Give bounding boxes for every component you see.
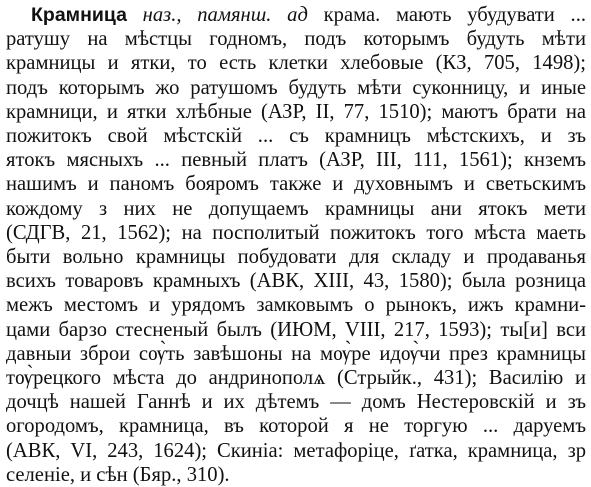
entry-text-start: крама. мають убудувати ...	[323, 4, 587, 26]
entry-line-1	[6, 3, 586, 27]
entry-line-16: тѹ̀рецкого мѣста до андринополѧ (Стрыйк., 431); Василію и	[6, 367, 586, 390]
entry-line-14: цами барзо стесненый былъ (ИЮМ, VIII, 217, 1593); ты[и] вси	[6, 318, 586, 341]
entry-line-3: крамницы и ятки, то есть клетки хлебовые (КЗ, 705, 1498);	[6, 52, 586, 75]
entry-line-12: всихъ товаровъ крамныхъ (АВК, XIII, 43, 1580); была розница	[6, 270, 586, 293]
dictionary-entry	[6, 3, 586, 487]
entry-line-13: межъ местомъ и урядомъ замковымъ о рынокъ, ижъ крамни-	[6, 294, 586, 317]
entry-line-17: дочцѣ нашей Ганнѣ и их дѣтемъ — домъ Нестеровскій и зъ	[6, 391, 586, 414]
entry-line-4: подъ которымъ жо ратушомъ будуть мѣти суконницу, и иные	[6, 76, 586, 99]
entry-line-10: (СДГВ, 21, 1562); на посполитый пожитокъ того мѣста маеть	[6, 221, 586, 244]
entry-line-20: селеніе, и сѣн (Бяр., 310).	[6, 463, 230, 486]
entry-line-6: пожитокъ свой мѣстскій ... съ крамницъ мѣстскихъ, и зъ	[6, 125, 586, 148]
entry-line-18: огородомъ, крамница, въ которой я не торгую ... даруемъ	[6, 415, 586, 438]
entry-line-15: давныи зброи сѹ̀ть завѣшоны на мѹ̀ре идѹ̀чи през крамницы	[6, 342, 586, 365]
entry-line-2: ратушу на мѣстцы годномъ, подъ которымъ будуть мѣти	[6, 28, 586, 51]
entry-line-11: быти вольно крамницы побудовати для складу и продаванья	[6, 246, 586, 269]
entry-line-8: нашимъ и паномъ бояромъ также и духовнымъ и светьскимъ	[6, 173, 586, 196]
entry-line-19: (АВК, VI, 243, 1624); Скиніа: метафоріце, ґатка, крамница, зр	[6, 439, 586, 462]
entry-line-5: крамници, и ятки хлѣбные (АЗР, II, 77, 1510); маютъ брати на	[6, 100, 586, 123]
entry-line-9: кождому з них не допущаемъ крамницы ани ятокъ мети	[6, 197, 586, 220]
entry-line-7: ятокъ мясныхъ ... певный платъ (АЗР, III, 111, 1561); кнземъ	[6, 149, 586, 172]
grammar-note: наз., памянш. ад	[142, 4, 308, 26]
headword: Крамница	[31, 4, 127, 26]
